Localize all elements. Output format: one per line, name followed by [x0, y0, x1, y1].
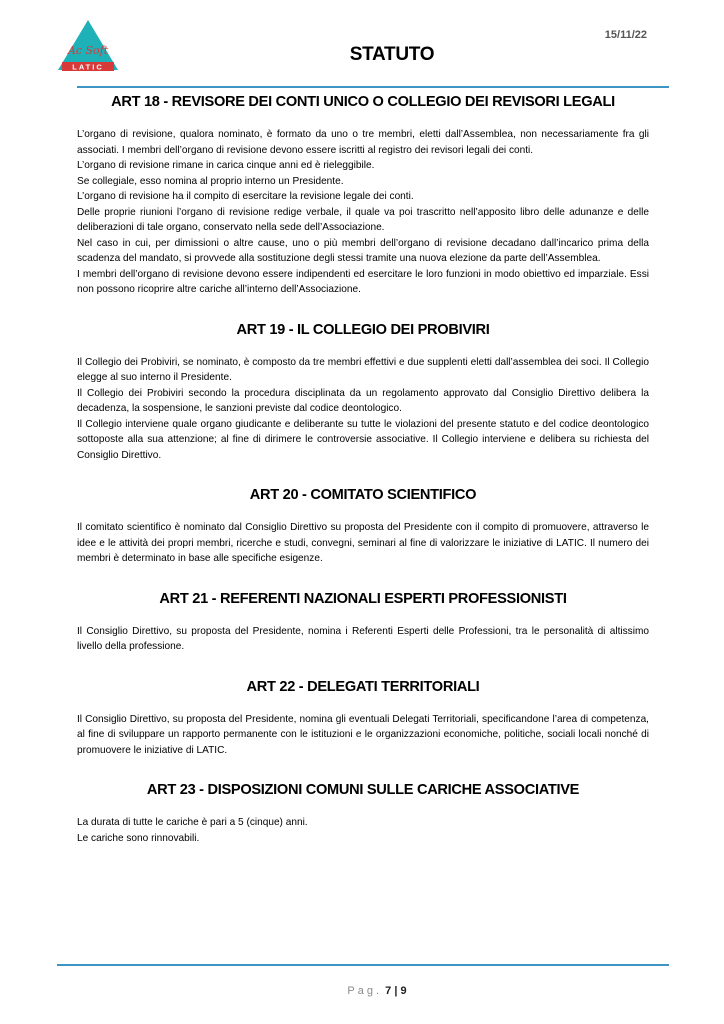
section-art-18 [77, 93, 649, 298]
paragraph: Il Collegio dei Probiviri secondo la procedura disciplinata da un regolamento approvato dal Consiglio Direttivo delibera la decadenza, la sospensione, le sanzioni previste dal codice deontologico. [77, 387, 649, 414]
paragraph: Il Collegio dei Probiviri, se nominato, è composto da tre membri effettivi e due supplenti eletti dall’assemblea dei soci. Il Collegio elegge al suo interno il Presidente. [77, 356, 649, 383]
page-footer [0, 985, 724, 997]
section-body [77, 355, 649, 464]
section-art-21 [77, 590, 649, 655]
section-body [77, 815, 649, 846]
paragraph: Delle proprie riunioni l’organo di revisione redige verbale, il quale va poi trascritto nell’apposito libro delle adunanze e delle deliberazioni di tale organo, conservato nella sede dell’Associazione. [77, 206, 649, 233]
section-body [77, 520, 649, 567]
paragraph: Nel caso in cui, per dimissioni o altre cause, uno o più membri dell’organo di revisione decadano dall’incarico prima della scadenza del mandato, si provvede alla sostituzione degli stessi tramite una nuova elezione da parte dell’Assemblea. [77, 237, 649, 264]
section-title: ART 20 - COMITATO SCIENTIFICO [249, 487, 477, 503]
section-body [77, 712, 649, 759]
section-art-22 [77, 678, 649, 759]
page-number: 7 [385, 985, 392, 997]
logo-script-text: Ac Soft [67, 44, 109, 57]
logo-text: LATIC [72, 62, 104, 72]
section-art-19 [77, 321, 649, 464]
total-pages: 9 [400, 985, 407, 997]
paragraph: Le cariche sono rinnovabili. [77, 832, 200, 844]
paragraph: Il Consiglio Direttivo, su proposta del Presidente, nomina i Referenti Esperti delle Professioni, tra le personalità di altissimo livello della professione. [77, 625, 649, 652]
section-art-23 [77, 781, 649, 846]
page-label: Pag. [347, 985, 383, 997]
footer-divider [57, 964, 669, 966]
paragraph: L’organo di revisione, qualora nominato, è formato da uno o tre membri, eletti dall’Assemblea, non necessariamente fra gli associati. I membri dell’organo di revisione devono essere iscritti al registro dei revisori legali dei conti. [77, 129, 649, 156]
paragraph: I membri dell’organo di revisione devono essere indipendenti ed esercitare le loro funzioni in modo obiettivo ed imparziale. Essi non possono ricoprire altre cariche all’interno dell’Associazione. [77, 268, 649, 295]
section-title: ART 23 - DISPOSIZIONI COMUNI SULLE CARICHE ASSOCIATIVE [146, 782, 580, 798]
paragraph: L’organo di revisione ha il compito di esercitare la revisione legale dei conti. [77, 191, 414, 202]
header-divider [77, 86, 669, 88]
section-body [77, 127, 649, 298]
section-art-20 [77, 486, 649, 567]
paragraph: Il Collegio interviene quale organo giudicante e deliberante su tutte le violazioni del presente statuto e del codice deontologico sottoposte alla sua attenzione; al fine di dirimere le controversie associative. Il Collegio interviene e delibera su richiesta del Consiglio Direttivo. [77, 418, 649, 461]
document-date: 15/11/22 [604, 29, 647, 41]
section-title: ART 22 - DELEGATI TERRITORIALI [246, 678, 480, 695]
section-body [77, 624, 649, 655]
paragraph: La durata di tutte le cariche è pari a 5 (cinque) anni. [77, 817, 308, 828]
section-title: ART 18 - REVISORE DEI CONTI UNICO O COLLEGIO DEI REVISORI LEGALI [111, 94, 615, 110]
paragraph: Il comitato scientifico è nominato dal Consiglio Direttivo su proposta del Presidente con il compito di promuovere, attraverso le idee e le attività dei propri membri, ricerche e studi, convegni, seminari al fine di valorizzare le iniziative di LATIC. Il numero dei membri è determinato in base alle specifiche esigenze. [77, 522, 649, 564]
page-separator: | [394, 985, 398, 997]
paragraph: Se collegiale, esso nomina al proprio interno un Presidente. [77, 175, 344, 187]
section-title: ART 19 - IL COLLEGIO DEI PROBIVIRI [236, 321, 490, 338]
paragraph: L’organo di revisione rimane in carica cinque anni ed è rieleggibile. [77, 160, 375, 171]
document-title: STATUTO [349, 44, 435, 65]
section-title: ART 21 - REFERENTI NAZIONALI ESPERTI PROFESSIONISTI [159, 590, 567, 607]
document-body [77, 93, 649, 846]
paragraph: Il Consiglio Direttivo, su proposta del Presidente, nomina gli eventuali Delegati Territoriali, specificandone l’area di competenza, al fine di sviluppare un rapporto permanente con le istituzioni e le organizzazioni economiche, politiche, sociali locali nonché di promuovere le iniziative di LATIC. [77, 713, 649, 756]
